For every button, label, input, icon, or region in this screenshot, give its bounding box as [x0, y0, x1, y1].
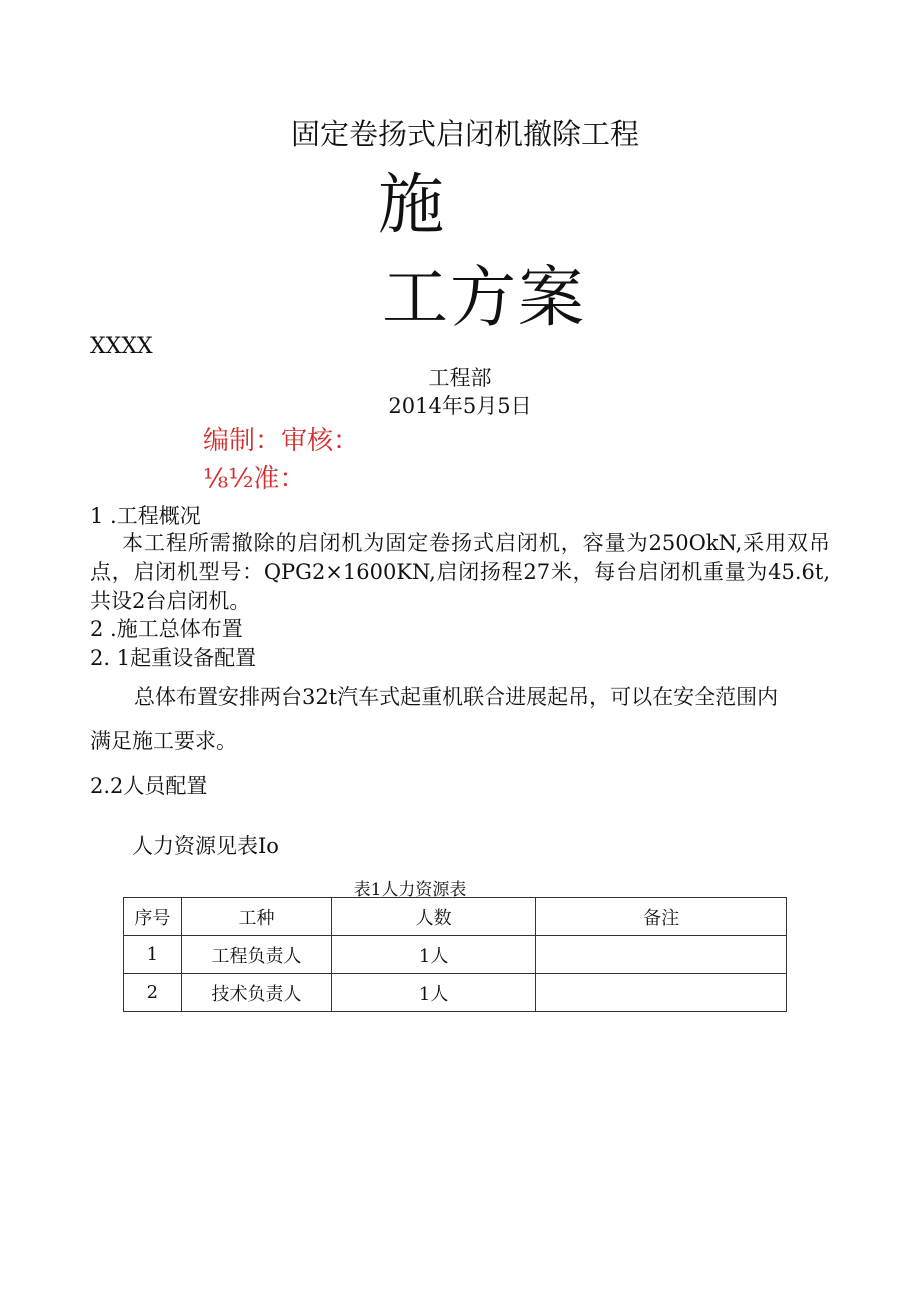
- section-2-2-heading: 2.2人员配置: [90, 774, 208, 798]
- section-2-1-body-line-2: 满足施工要求。: [90, 729, 237, 753]
- project-title: 固定卷扬式启闭机撤除工程: [290, 117, 639, 151]
- table-header-cell: 工种: [181, 898, 331, 936]
- table-header-cell: 人数: [332, 898, 536, 936]
- department: 工程部: [428, 366, 492, 390]
- table-header-row: [124, 898, 787, 936]
- table-caption: 表1人力资源表: [353, 880, 467, 900]
- table-cell: 1人: [332, 936, 536, 974]
- table-header-cell: 序号: [124, 898, 182, 936]
- section-2-1-heading: 2. 1起重设备配置: [90, 646, 257, 670]
- document-date: 2014年5月5日: [388, 394, 532, 418]
- table-cell: 技术负责人: [181, 974, 331, 1012]
- hr-table: [123, 897, 787, 1012]
- table-cell: 1人: [332, 974, 536, 1012]
- table-header-cell: 备注: [536, 898, 787, 936]
- company-name: XXXX: [90, 334, 153, 359]
- table-row: [124, 936, 787, 974]
- table-row: [124, 974, 787, 1012]
- big-title-part-2: 工方案: [382, 259, 586, 336]
- section-2-1-body-line-1: 总体布置安排两台32t汽车式起重机联合进展起吊，可以在安全范围内: [134, 685, 779, 709]
- table-cell: 工程负责人: [181, 936, 331, 974]
- table-cell: 1: [124, 936, 182, 974]
- section-1-heading: 1 .工程概况: [90, 504, 201, 528]
- section-2-heading: 2 .施工总体布置: [90, 617, 243, 641]
- signature-approve: ⅛½准：: [203, 464, 306, 494]
- signature-compile-review: 编制：审核：: [203, 426, 360, 456]
- table-cell: [536, 974, 787, 1012]
- table-cell: [536, 936, 787, 974]
- section-2-2-body: 人力资源见表Io: [132, 834, 279, 858]
- section-1-body: 本工程所需撤除的启闭机为固定卷扬式启闭机，容量为250OkN,采用双吊点，启闭机型号：QPG2×1600KN,启闭扬程27米，每台启闭机重量为45.6t,共设2台启闭机。: [90, 531, 830, 613]
- big-title-part-1: 施: [378, 166, 444, 243]
- table-cell: 2: [124, 974, 182, 1012]
